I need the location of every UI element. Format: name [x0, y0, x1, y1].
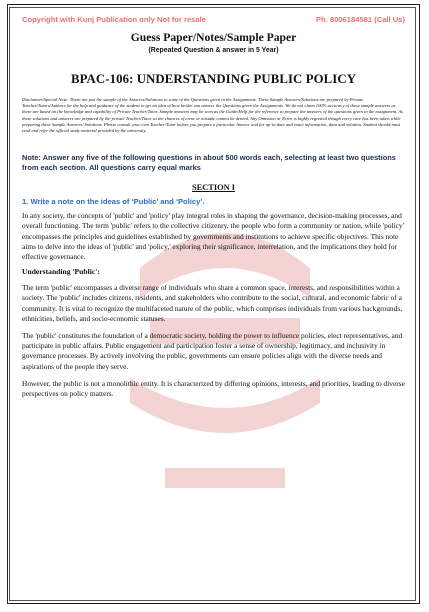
section-heading: SECTION I [191, 183, 236, 193]
document-subtitle: (Repeated Question & answer in 5 Year) [148, 47, 279, 54]
answer-paragraph-1: In any society, the concepts of 'public' and 'policy' play integral roles in shaping the governance, decision-making processes, and overall functioning. The term 'public' refers to the collective citizenry, the people who form a community or nation, while 'policy' encompasses the principles and guidelines established by governments and institutions to achieve specific objectives. This note aims to delve into the ideas of 'public' and 'policy,' exploring their significance, interrelation, and the implications they hold for effective governance. [22, 211, 404, 262]
document-title: Guess Paper/Notes/Sample Paper [130, 31, 297, 44]
instructions-note: Note: Answer any five of the following questions in about 500 words each, selecting at least two questions from each section. All questions carry equal marks [22, 153, 396, 173]
disclaimer-text: Disclaimer/Special Note: These are just the sample of the Answers/Solutions to some of the Questions given in the Assignments. These Sample Answers/Solutions are prepared by Private Teacher/Tutors/Authors for the help and guidance of the student to get an idea of how he/she can answer the Questions given the Assignments. We do not claim 100% accuracy of these sample answers as these are based on the knowledge and capability of Private Teacher/Tutor. Sample answers may be seen as the Guide/Help for the reference to prepare the answers of the questions given in the assignment. As these solutions and answers are prepared by the private Teacher/Tutor so the chances of error or mistake cannot be denied. Any Omission or Error is highly regretted though every care has been taken while preparing these Sample Answers/ Solutions. Please consult your own Teacher/Tutor before you prepare a particular Answer and for up-to-date and exact information, data and solution. Student should must read and refer the official study material provided by the university. [22, 97, 404, 134]
copyright-notice: Copyright with Kunj Publication only Not for resale [22, 15, 206, 24]
answer-paragraph-2: The term 'public' encompasses a diverse range of individuals who share a common space, interests, and responsibilities within a society. The 'public' includes citizens, residents, and stakeholders who contribute to the social, cultural, and economic fabric of a community. It is vital to recognize the multifaceted nature of the public, which comprises individuals from various backgrounds, ethnicities, beliefs, and socio-economic statuses. [22, 283, 403, 323]
answer-paragraph-3: The 'public' constitutes the foundation of a democratic society, holding the power to influence policies, elect representatives, and participate in public affairs. Public engagement and participation foster a sense of ownership, legitimacy, and inclusivity in governance processes. By actively involving the public, governments can ensure policies align with the diverse needs and aspirations of the people they serve. [22, 331, 403, 371]
course-title: BPAC-106: UNDERSTANDING PUBLIC POLICY [70, 72, 357, 86]
answer-subheading: Understanding 'Public': [22, 267, 100, 277]
phone-contact: Ph. 8006184581 (Call Us) [315, 15, 405, 24]
answer-paragraph-4: However, the public is not a monolithic entity. It is characterized by differing opinions, interests, and priorities, leading to diverse perspectives on policy matters. [22, 378, 405, 399]
header-bar [22, 14, 405, 24]
page-content [22, 14, 405, 399]
question-heading: 1. Write a note on the ideas of ‘Public’ and ‘Policy’. [22, 197, 205, 207]
